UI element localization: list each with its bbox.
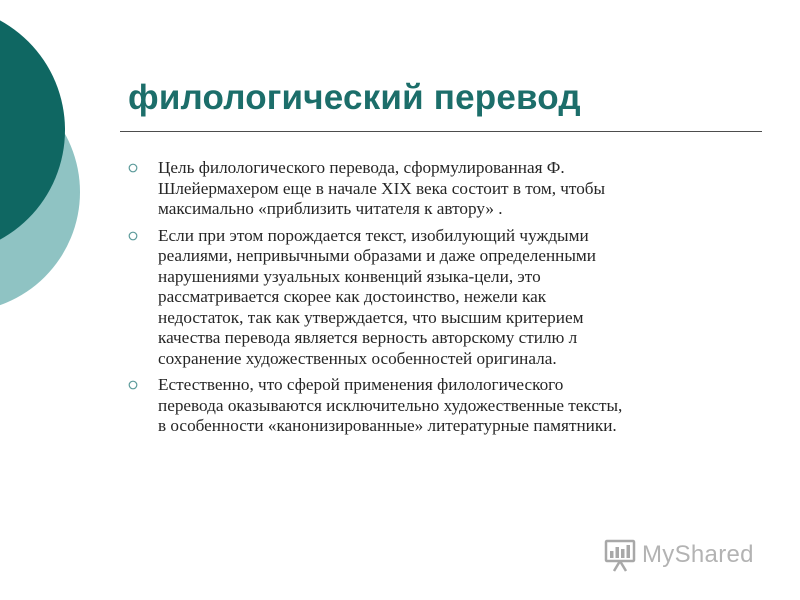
bullet-circle-icon [128, 231, 138, 241]
bullet-line: реалиями, непривычными образами и даже определенными [158, 246, 596, 265]
bullet-line: недостаток, так как утверждается, что высшим критерием [158, 307, 584, 327]
bullet-item [128, 375, 758, 437]
title-divider [120, 131, 762, 132]
bullet-circle-icon [128, 380, 138, 390]
bullet-line: сохранение художественных особенностей оригинала. [158, 348, 557, 368]
bullet-item [128, 226, 758, 370]
bullet-line: в особенности «канонизированные» литературные памятники. [158, 416, 617, 435]
bullet-line: рассматривается скорее как достоинство, нежели как [158, 287, 547, 306]
light-teal-circle [0, 72, 80, 312]
presentation-board-icon [604, 538, 636, 572]
bullet-line: качества перевода является верность авторскому стилю л [158, 328, 578, 347]
myshared-watermark [604, 537, 754, 573]
bullet-line: максимально «приблизить читателя к автору» . [158, 199, 503, 218]
watermark-text: MyShared [642, 541, 754, 568]
bullet-line: Естественно, что сферой применения филологического [158, 375, 564, 394]
bullet-circle-icon [128, 163, 138, 173]
bullet-line: нарушениями узуальных конвенций языка-цели, это [158, 266, 541, 286]
bullet-item [128, 158, 758, 220]
slide-title: филологический перевод [128, 78, 581, 117]
bullet-list [128, 158, 758, 443]
bullet-line: перевода оказываются исключительно художественные тексты, [158, 395, 623, 415]
bullet-line: Шлейермахером еще в начале XIX века состоит в том, чтобы [158, 178, 606, 198]
bullet-line: Цель филологического перевода, сформулированная Ф. [158, 158, 565, 177]
bullet-line: Если при этом порождается текст, изобилующий чуждыми [158, 225, 589, 245]
dark-teal-circle [0, 5, 65, 255]
